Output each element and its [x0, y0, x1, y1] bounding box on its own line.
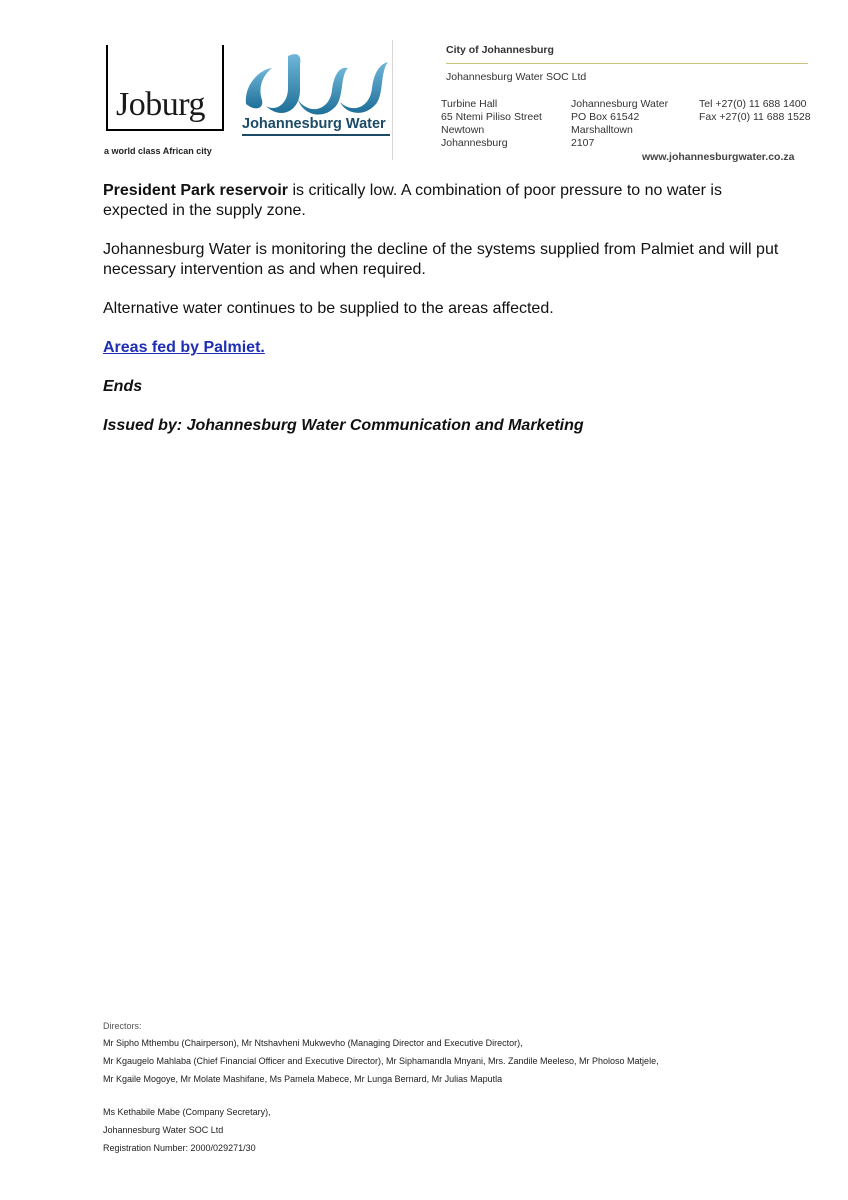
joburg-logo-wordmark: Joburg	[116, 86, 205, 123]
header-rule	[446, 63, 808, 64]
address-line: 2107	[571, 137, 595, 149]
address-line: 65 Ntemi Piliso Street	[441, 111, 542, 123]
telephone: Tel +27(0) 11 688 1400	[699, 98, 807, 110]
registration-number: Registration Number: 2000/029271/30	[103, 1143, 256, 1153]
paragraph-link	[103, 338, 783, 358]
directors-line: Mr Kgaile Mogoye, Mr Molate Mashifane, Ms Pamela Mabece, Mr Lunga Bernard, Mr Julias Maputla	[103, 1074, 503, 1084]
header-city: City of Johannesburg	[446, 44, 554, 56]
address-line: Johannesburg Water	[571, 98, 669, 110]
areas-fed-by-palmiet-link[interactable]: Areas fed by Palmiet.	[103, 339, 265, 356]
address-line: Turbine Hall	[441, 98, 498, 110]
header-company: Johannesburg Water SOC Ltd	[446, 71, 587, 83]
address-line: PO Box 61542	[571, 111, 640, 123]
johannesburg-water-logo-text: Johannesburg Water	[242, 116, 386, 132]
directors-line: Mr Sipho Mthembu (Chairperson), Mr Ntshavheni Mukwevho (Managing Director and Executive Director),	[103, 1038, 523, 1048]
issued-by: Issued by: Johannesburg Water Communication and Marketing	[103, 417, 584, 434]
directors-line: Mr Kgaugelo Mahlaba (Chief Financial Officer and Executive Director), Mr Siphamandla Mnyani, Mrs. Zandile Meeleso, Mr Pholoso Matjele,	[103, 1056, 659, 1066]
reservoir-status-text: is critically low. A combination of poor pressure to no water is expected in the supply zone.	[103, 182, 722, 219]
logo-divider	[392, 40, 393, 160]
website-link[interactable]: www.johannesburgwater.co.za	[642, 151, 795, 163]
address-line: Johannesburg	[441, 137, 508, 149]
paragraph-monitoring: Johannesburg Water is monitoring the decline of the systems supplied from Palmiet and will put necessary intervention as and when required.	[103, 241, 779, 278]
fax: Fax +27(0) 11 688 1528	[699, 111, 811, 123]
address-line: Newtown	[441, 124, 485, 136]
company-secretary: Ms Kethabile Mabe (Company Secretary),	[103, 1107, 271, 1117]
paragraph-reservoir-status	[103, 181, 783, 221]
ends-label: Ends	[103, 378, 143, 395]
logo-underline	[242, 134, 390, 136]
address-line: Marshalltown	[571, 124, 633, 136]
directors-label: Directors:	[103, 1021, 142, 1031]
postal-address	[571, 98, 668, 150]
footer-company: Johannesburg Water SOC Ltd	[103, 1125, 224, 1135]
joburg-tagline: a world class African city	[104, 146, 212, 156]
reservoir-name: President Park reservoir	[103, 182, 288, 199]
physical-address	[441, 98, 542, 150]
contact-numbers	[699, 98, 811, 124]
paragraph-alternative-water: Alternative water continues to be supplied to the areas affected.	[103, 300, 554, 317]
